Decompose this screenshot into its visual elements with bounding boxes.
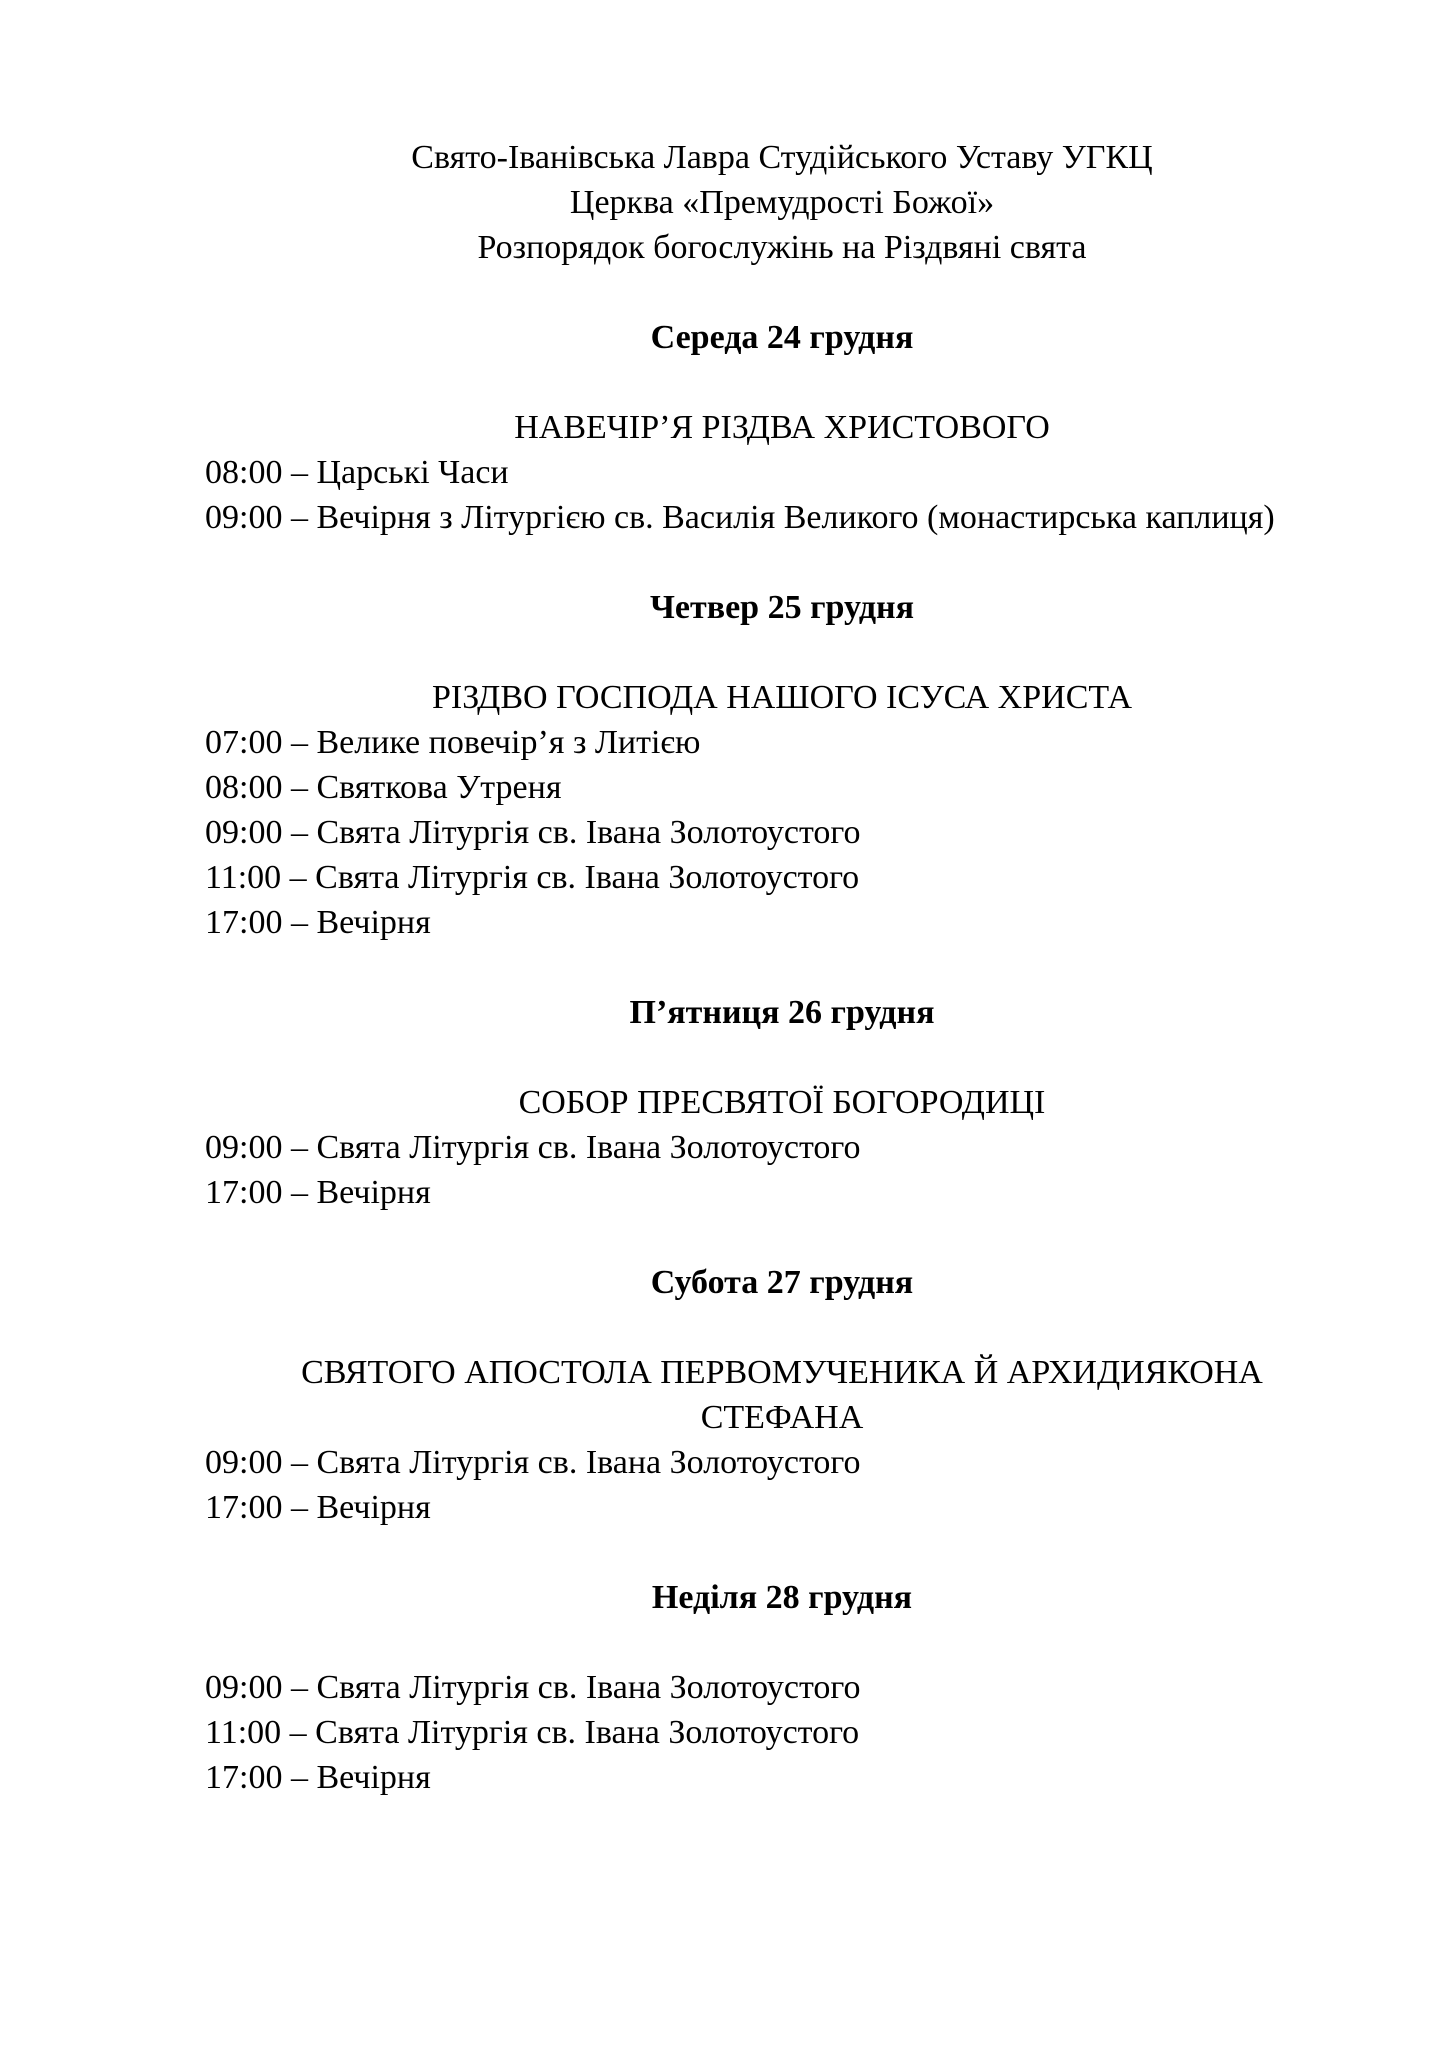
doc-title-line-2: Церква «Премудрості Божої»: [569, 184, 995, 221]
feast-title: СОБОР ПРЕСВЯТОЇ БОГОРОДИЦІ: [518, 1084, 1046, 1121]
blank-line: [205, 1620, 1359, 1665]
section-friday-26: [205, 990, 1359, 1215]
service-line: 17:00 – Вечірня: [205, 1174, 431, 1211]
section-saturday-27: [205, 1260, 1359, 1530]
blank-line: [205, 630, 1359, 675]
doc-title-line-3: Розпорядок богослужінь на Різдвяні свята: [477, 229, 1087, 266]
service-line: 17:00 – Вечірня: [205, 1489, 431, 1526]
service-line: 09:00 – Свята Літургія св. Івана Золотоустого: [205, 1129, 861, 1166]
service-line: 09:00 – Свята Літургія св. Івана Золотоустого: [205, 1669, 861, 1706]
blank-line: [205, 360, 1359, 405]
service-line: 07:00 – Велике повечір’я з Литією: [205, 724, 701, 761]
blank-line: [205, 540, 1359, 585]
feast-title: НАВЕЧІР’Я РІЗДВА ХРИСТОВОГО: [514, 409, 1050, 446]
blank-line: [205, 945, 1359, 990]
service-line: 09:00 – Свята Літургія св. Івана Золотоустого: [205, 814, 861, 851]
feast-title: РІЗДВО ГОСПОДА НАШОГО ІСУСА ХРИСТА: [431, 679, 1133, 716]
blank-line: [205, 1215, 1359, 1260]
blank-line: [205, 1035, 1359, 1080]
service-line: 09:00 – Вечірня з Літургією св. Василія Великого (монастирська каплиця): [205, 499, 1275, 536]
service-line: 09:00 – Свята Літургія св. Івана Золотоустого: [205, 1444, 861, 1481]
service-line: 11:00 – Свята Літургія св. Івана Золотоустого: [205, 1714, 860, 1751]
service-line: 17:00 – Вечірня: [205, 904, 431, 941]
day-heading: Субота 27 грудня: [650, 1264, 914, 1301]
service-line: 08:00 – Святкова Утреня: [205, 769, 562, 806]
blank-line: [205, 1530, 1359, 1575]
doc-title-line-1: Свято-Іванівська Лавра Студійського Уставу УГКЦ: [411, 139, 1153, 176]
document-header: [205, 135, 1359, 270]
feast-title: СВЯТОГО АПОСТОЛА ПЕРВОМУЧЕНИКА Й АРХИДИЯКОНА СТЕФАНА: [301, 1354, 1263, 1436]
day-heading: Четвер 25 грудня: [649, 589, 915, 626]
day-heading: Неділя 28 грудня: [651, 1579, 913, 1616]
section-wednesday-24: [205, 315, 1359, 540]
day-heading: П’ятниця 26 грудня: [629, 994, 935, 1031]
service-line: 08:00 – Царські Часи: [205, 454, 509, 491]
blank-line: [205, 1305, 1359, 1350]
service-line: 11:00 – Свята Літургія св. Івана Золотоустого: [205, 859, 860, 896]
day-heading: Середа 24 грудня: [650, 319, 914, 356]
section-thursday-25: [205, 585, 1359, 945]
blank-line: [205, 270, 1359, 315]
service-line: 17:00 – Вечірня: [205, 1759, 431, 1796]
section-sunday-28: [205, 1575, 1359, 1800]
